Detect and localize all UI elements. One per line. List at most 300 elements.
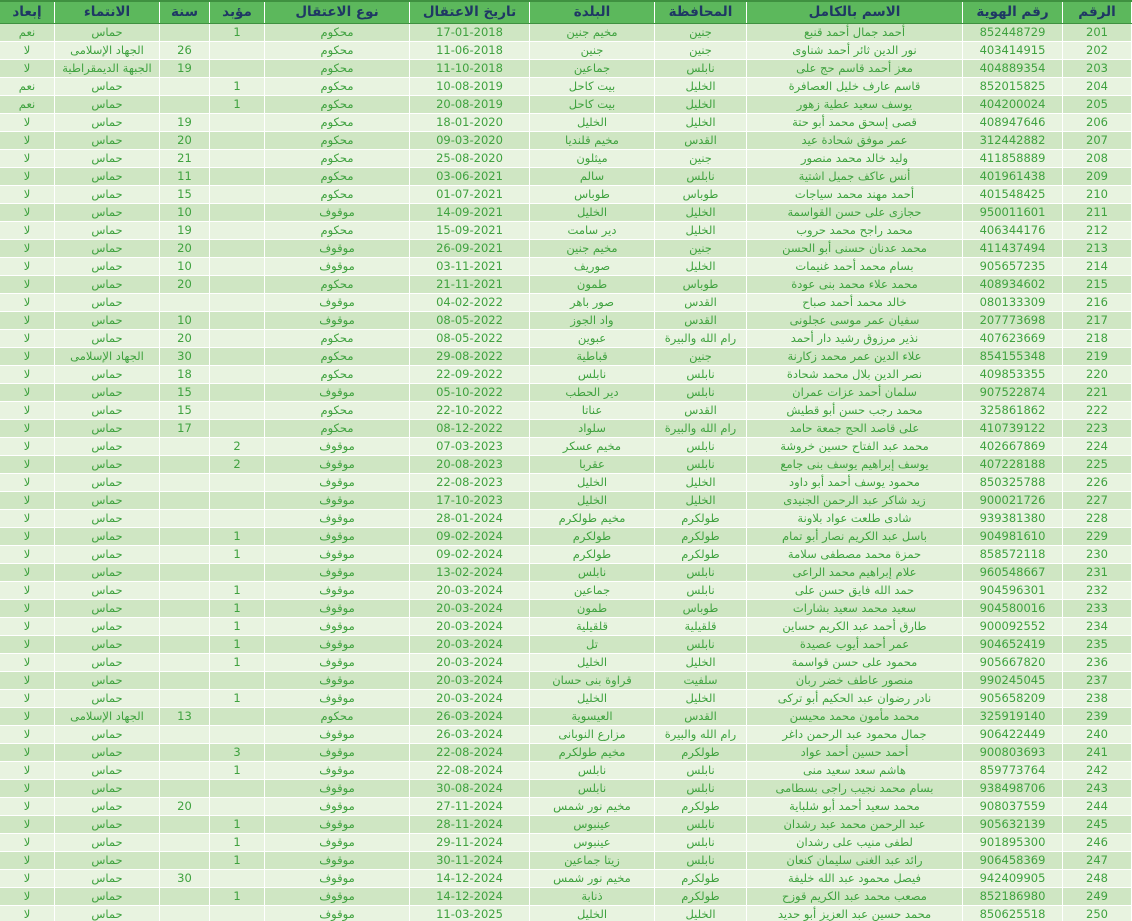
cell-full_name[interactable]: نادر رضوان عبد الحكيم أبو تركى — [747, 689, 963, 707]
cell-years[interactable] — [160, 599, 210, 617]
cell-serial[interactable]: 246 — [1063, 833, 1132, 851]
cell-deportation[interactable]: لا — [0, 293, 55, 311]
cell-serial[interactable]: 206 — [1063, 113, 1132, 131]
cell-affiliation[interactable]: حماس — [55, 77, 160, 95]
cell-full_name[interactable]: رائد عبد الغنى سليمان كنعان — [747, 851, 963, 869]
cell-arrest_type[interactable]: محكوم — [265, 131, 410, 149]
cell-affiliation[interactable]: حماس — [55, 635, 160, 653]
cell-arrest_date[interactable]: 29-11-2024 — [410, 833, 530, 851]
cell-arrest_type[interactable]: محكوم — [265, 707, 410, 725]
cell-life_sentences[interactable] — [210, 149, 265, 167]
cell-arrest_type[interactable]: موقوف — [265, 545, 410, 563]
cell-town[interactable]: سلواد — [530, 419, 655, 437]
cell-life_sentences[interactable] — [210, 257, 265, 275]
cell-deportation[interactable]: لا — [0, 401, 55, 419]
cell-id_number[interactable]: 859773764 — [963, 761, 1063, 779]
cell-life_sentences[interactable]: 2 — [210, 437, 265, 455]
cell-town[interactable]: قباطية — [530, 347, 655, 365]
cell-governorate[interactable]: الخليل — [655, 257, 747, 275]
cell-life_sentences[interactable]: 1 — [210, 545, 265, 563]
cell-arrest_type[interactable]: محكوم — [265, 113, 410, 131]
cell-affiliation[interactable]: الجهاد الإسلامى — [55, 707, 160, 725]
cell-arrest_type[interactable]: موقوف — [265, 653, 410, 671]
column-header-id_number[interactable]: رقم الهوية — [963, 1, 1063, 23]
cell-life_sentences[interactable] — [210, 725, 265, 743]
cell-governorate[interactable]: نابلس — [655, 761, 747, 779]
cell-governorate[interactable]: الخليل — [655, 473, 747, 491]
cell-life_sentences[interactable] — [210, 185, 265, 203]
cell-life_sentences[interactable]: 1 — [210, 77, 265, 95]
cell-serial[interactable]: 240 — [1063, 725, 1132, 743]
cell-town[interactable]: ذنابة — [530, 887, 655, 905]
cell-arrest_date[interactable]: 14-12-2024 — [410, 887, 530, 905]
column-header-governorate[interactable]: المحافظة — [655, 1, 747, 23]
cell-arrest_date[interactable]: 04-02-2022 — [410, 293, 530, 311]
cell-life_sentences[interactable]: 3 — [210, 743, 265, 761]
cell-town[interactable]: جنين — [530, 41, 655, 59]
cell-governorate[interactable]: الخليل — [655, 491, 747, 509]
cell-governorate[interactable]: نابلس — [655, 815, 747, 833]
cell-id_number[interactable]: 907522874 — [963, 383, 1063, 401]
cell-years[interactable] — [160, 905, 210, 921]
cell-years[interactable]: 20 — [160, 797, 210, 815]
cell-governorate[interactable]: القدس — [655, 131, 747, 149]
cell-affiliation[interactable]: الجهاد الإسلامى — [55, 347, 160, 365]
cell-id_number[interactable]: 938498706 — [963, 779, 1063, 797]
cell-id_number[interactable]: 904652419 — [963, 635, 1063, 653]
cell-life_sentences[interactable]: 1 — [210, 689, 265, 707]
cell-arrest_type[interactable]: موقوف — [265, 815, 410, 833]
cell-arrest_date[interactable]: 17-10-2023 — [410, 491, 530, 509]
cell-life_sentences[interactable]: 1 — [210, 23, 265, 41]
cell-deportation[interactable]: نعم — [0, 77, 55, 95]
cell-governorate[interactable]: الخليل — [655, 905, 747, 921]
cell-arrest_type[interactable]: موقوف — [265, 689, 410, 707]
cell-arrest_type[interactable]: موقوف — [265, 293, 410, 311]
cell-town[interactable]: الخليل — [530, 653, 655, 671]
cell-years[interactable]: 18 — [160, 365, 210, 383]
cell-serial[interactable]: 201 — [1063, 23, 1132, 41]
cell-deportation[interactable]: لا — [0, 527, 55, 545]
cell-id_number[interactable]: 325861862 — [963, 401, 1063, 419]
cell-arrest_date[interactable]: 03-11-2021 — [410, 257, 530, 275]
cell-years[interactable] — [160, 887, 210, 905]
cell-affiliation[interactable]: حماس — [55, 167, 160, 185]
cell-full_name[interactable]: محمود يوسف أحمد أبو داود — [747, 473, 963, 491]
cell-governorate[interactable]: الخليل — [655, 653, 747, 671]
cell-affiliation[interactable]: حماس — [55, 563, 160, 581]
cell-life_sentences[interactable] — [210, 221, 265, 239]
column-header-arrest_date[interactable]: تاريخ الاعتقال — [410, 1, 530, 23]
cell-deportation[interactable]: لا — [0, 617, 55, 635]
cell-life_sentences[interactable]: 1 — [210, 761, 265, 779]
cell-town[interactable]: ميثلون — [530, 149, 655, 167]
cell-deportation[interactable]: لا — [0, 761, 55, 779]
cell-life_sentences[interactable] — [210, 293, 265, 311]
cell-arrest_type[interactable]: موقوف — [265, 833, 410, 851]
cell-arrest_type[interactable]: موقوف — [265, 563, 410, 581]
cell-full_name[interactable]: طارق أحمد عبد الكريم حساين — [747, 617, 963, 635]
cell-deportation[interactable]: لا — [0, 383, 55, 401]
cell-arrest_date[interactable]: 07-03-2023 — [410, 437, 530, 455]
cell-governorate[interactable]: قلقيلية — [655, 617, 747, 635]
cell-id_number[interactable]: 312442882 — [963, 131, 1063, 149]
column-header-deportation[interactable]: إبعاد — [0, 1, 55, 23]
cell-governorate[interactable]: القدس — [655, 401, 747, 419]
cell-deportation[interactable]: لا — [0, 905, 55, 921]
cell-arrest_date[interactable]: 09-02-2024 — [410, 545, 530, 563]
cell-governorate[interactable]: نابلس — [655, 59, 747, 77]
cell-full_name[interactable]: أحمد مهند محمد سياجات — [747, 185, 963, 203]
cell-serial[interactable]: 234 — [1063, 617, 1132, 635]
cell-years[interactable] — [160, 77, 210, 95]
cell-deportation[interactable]: لا — [0, 437, 55, 455]
cell-arrest_type[interactable]: محكوم — [265, 149, 410, 167]
cell-id_number[interactable]: 950011601 — [963, 203, 1063, 221]
cell-serial[interactable]: 218 — [1063, 329, 1132, 347]
cell-id_number[interactable]: 852186980 — [963, 887, 1063, 905]
cell-arrest_date[interactable]: 22-08-2024 — [410, 761, 530, 779]
cell-full_name[interactable]: شادى طلعت عواد بلاونة — [747, 509, 963, 527]
cell-affiliation[interactable]: حماس — [55, 797, 160, 815]
cell-arrest_type[interactable]: محكوم — [265, 419, 410, 437]
cell-affiliation[interactable]: حماس — [55, 203, 160, 221]
cell-life_sentences[interactable] — [210, 563, 265, 581]
cell-governorate[interactable]: طوباس — [655, 185, 747, 203]
cell-deportation[interactable]: لا — [0, 365, 55, 383]
cell-full_name[interactable]: على قاصد الحج جمعة حامد — [747, 419, 963, 437]
cell-arrest_date[interactable]: 22-08-2024 — [410, 743, 530, 761]
cell-full_name[interactable]: عبد الرحمن محمد عبد رشدان — [747, 815, 963, 833]
cell-arrest_type[interactable]: محكوم — [265, 41, 410, 59]
cell-life_sentences[interactable] — [210, 365, 265, 383]
cell-deportation[interactable]: لا — [0, 311, 55, 329]
cell-life_sentences[interactable]: 1 — [210, 617, 265, 635]
cell-deportation[interactable]: لا — [0, 257, 55, 275]
cell-id_number[interactable]: 905658209 — [963, 689, 1063, 707]
cell-full_name[interactable]: لطفى منيب على رشدان — [747, 833, 963, 851]
cell-full_name[interactable]: محمد علاء محمد بنى عودة — [747, 275, 963, 293]
cell-governorate[interactable]: طولكرم — [655, 527, 747, 545]
cell-deportation[interactable]: لا — [0, 887, 55, 905]
column-header-life_sentences[interactable]: مؤبد — [210, 1, 265, 23]
cell-serial[interactable]: 248 — [1063, 869, 1132, 887]
cell-arrest_type[interactable]: محكوم — [265, 329, 410, 347]
cell-affiliation[interactable]: حماس — [55, 509, 160, 527]
cell-full_name[interactable]: زيد شاكر عبد الرحمن الجنيدى — [747, 491, 963, 509]
cell-id_number[interactable]: 080133309 — [963, 293, 1063, 311]
cell-serial[interactable]: 244 — [1063, 797, 1132, 815]
cell-life_sentences[interactable]: 1 — [210, 527, 265, 545]
cell-governorate[interactable]: رام الله والبيرة — [655, 329, 747, 347]
cell-life_sentences[interactable] — [210, 671, 265, 689]
cell-id_number[interactable]: 207773698 — [963, 311, 1063, 329]
cell-deportation[interactable]: نعم — [0, 95, 55, 113]
cell-years[interactable] — [160, 689, 210, 707]
cell-serial[interactable]: 213 — [1063, 239, 1132, 257]
cell-deportation[interactable]: لا — [0, 689, 55, 707]
cell-years[interactable]: 19 — [160, 221, 210, 239]
cell-years[interactable]: 15 — [160, 401, 210, 419]
cell-life_sentences[interactable] — [210, 167, 265, 185]
cell-life_sentences[interactable] — [210, 113, 265, 131]
cell-full_name[interactable]: يوسف إبراهيم يوسف بنى جامع — [747, 455, 963, 473]
cell-full_name[interactable]: عمر أحمد أيوب عصيدة — [747, 635, 963, 653]
cell-affiliation[interactable]: حماس — [55, 221, 160, 239]
cell-id_number[interactable]: 402667869 — [963, 437, 1063, 455]
cell-years[interactable] — [160, 851, 210, 869]
cell-life_sentences[interactable] — [210, 311, 265, 329]
cell-deportation[interactable]: لا — [0, 491, 55, 509]
cell-town[interactable]: الخليل — [530, 689, 655, 707]
cell-years[interactable] — [160, 725, 210, 743]
cell-life_sentences[interactable]: 1 — [210, 95, 265, 113]
cell-arrest_date[interactable]: 26-03-2024 — [410, 725, 530, 743]
cell-governorate[interactable]: نابلس — [655, 383, 747, 401]
cell-arrest_date[interactable]: 18-01-2020 — [410, 113, 530, 131]
cell-arrest_date[interactable]: 21-11-2021 — [410, 275, 530, 293]
cell-id_number[interactable]: 408934602 — [963, 275, 1063, 293]
cell-town[interactable]: نابلس — [530, 365, 655, 383]
cell-arrest_date[interactable]: 20-03-2024 — [410, 653, 530, 671]
cell-deportation[interactable]: لا — [0, 239, 55, 257]
cell-years[interactable]: 10 — [160, 311, 210, 329]
cell-affiliation[interactable]: حماس — [55, 437, 160, 455]
cell-arrest_type[interactable]: موقوف — [265, 905, 410, 921]
cell-governorate[interactable]: رام الله والبيرة — [655, 725, 747, 743]
cell-affiliation[interactable]: حماس — [55, 833, 160, 851]
cell-years[interactable] — [160, 527, 210, 545]
cell-arrest_date[interactable]: 20-03-2024 — [410, 635, 530, 653]
cell-life_sentences[interactable] — [210, 779, 265, 797]
cell-life_sentences[interactable]: 2 — [210, 455, 265, 473]
cell-governorate[interactable]: طولكرم — [655, 509, 747, 527]
cell-life_sentences[interactable]: 1 — [210, 851, 265, 869]
cell-deportation[interactable]: لا — [0, 203, 55, 221]
cell-serial[interactable]: 224 — [1063, 437, 1132, 455]
cell-full_name[interactable]: باسل عبد الكريم نصار أبو تمام — [747, 527, 963, 545]
cell-arrest_type[interactable]: موقوف — [265, 239, 410, 257]
cell-id_number[interactable]: 908037559 — [963, 797, 1063, 815]
cell-serial[interactable]: 231 — [1063, 563, 1132, 581]
cell-serial[interactable]: 211 — [1063, 203, 1132, 221]
cell-arrest_date[interactable]: 29-08-2022 — [410, 347, 530, 365]
cell-deportation[interactable]: لا — [0, 41, 55, 59]
cell-years[interactable] — [160, 23, 210, 41]
cell-arrest_type[interactable]: موقوف — [265, 851, 410, 869]
cell-serial[interactable]: 232 — [1063, 581, 1132, 599]
cell-serial[interactable]: 220 — [1063, 365, 1132, 383]
cell-deportation[interactable]: لا — [0, 779, 55, 797]
cell-town[interactable]: عينبوس — [530, 833, 655, 851]
cell-deportation[interactable]: لا — [0, 473, 55, 491]
cell-arrest_date[interactable]: 10-08-2019 — [410, 77, 530, 95]
cell-arrest_date[interactable]: 14-09-2021 — [410, 203, 530, 221]
cell-town[interactable]: الخليل — [530, 113, 655, 131]
cell-governorate[interactable]: نابلس — [655, 581, 747, 599]
cell-years[interactable] — [160, 815, 210, 833]
cell-arrest_date[interactable]: 20-03-2024 — [410, 599, 530, 617]
cell-affiliation[interactable]: حماس — [55, 671, 160, 689]
cell-full_name[interactable]: جمال محمود عبد الرحمن داغر — [747, 725, 963, 743]
cell-affiliation[interactable]: حماس — [55, 23, 160, 41]
cell-years[interactable]: 20 — [160, 131, 210, 149]
cell-town[interactable]: الخليل — [530, 491, 655, 509]
cell-serial[interactable]: 208 — [1063, 149, 1132, 167]
cell-arrest_type[interactable]: موقوف — [265, 383, 410, 401]
cell-serial[interactable]: 236 — [1063, 653, 1132, 671]
cell-full_name[interactable]: حمد الله فايق حسن على — [747, 581, 963, 599]
cell-arrest_date[interactable]: 09-02-2024 — [410, 527, 530, 545]
cell-id_number[interactable]: 404889354 — [963, 59, 1063, 77]
cell-governorate[interactable]: جنين — [655, 149, 747, 167]
cell-town[interactable]: عينبوس — [530, 815, 655, 833]
cell-serial[interactable]: 241 — [1063, 743, 1132, 761]
cell-town[interactable]: الخليل — [530, 203, 655, 221]
cell-town[interactable]: طمون — [530, 599, 655, 617]
cell-full_name[interactable]: معز أحمد قاسم حج على — [747, 59, 963, 77]
cell-id_number[interactable]: 852015825 — [963, 77, 1063, 95]
cell-governorate[interactable]: طولكرم — [655, 869, 747, 887]
cell-years[interactable] — [160, 833, 210, 851]
cell-life_sentences[interactable] — [210, 275, 265, 293]
cell-life_sentences[interactable]: 1 — [210, 599, 265, 617]
cell-arrest_type[interactable]: محكوم — [265, 185, 410, 203]
cell-governorate[interactable]: القدس — [655, 293, 747, 311]
cell-affiliation[interactable]: حماس — [55, 275, 160, 293]
cell-id_number[interactable]: 852448729 — [963, 23, 1063, 41]
cell-town[interactable]: عقربا — [530, 455, 655, 473]
cell-serial[interactable]: 233 — [1063, 599, 1132, 617]
cell-id_number[interactable]: 850325788 — [963, 473, 1063, 491]
cell-years[interactable] — [160, 509, 210, 527]
cell-deportation[interactable]: لا — [0, 113, 55, 131]
cell-arrest_date[interactable]: 26-09-2021 — [410, 239, 530, 257]
cell-life_sentences[interactable] — [210, 509, 265, 527]
cell-town[interactable]: الخليل — [530, 905, 655, 921]
cell-serial[interactable]: 243 — [1063, 779, 1132, 797]
cell-town[interactable]: جماعين — [530, 581, 655, 599]
cell-arrest_type[interactable]: موقوف — [265, 203, 410, 221]
cell-governorate[interactable]: طولكرم — [655, 797, 747, 815]
cell-id_number[interactable]: 960548667 — [963, 563, 1063, 581]
cell-life_sentences[interactable]: 1 — [210, 581, 265, 599]
cell-id_number[interactable]: 905632139 — [963, 815, 1063, 833]
cell-arrest_type[interactable]: موقوف — [265, 869, 410, 887]
cell-affiliation[interactable]: حماس — [55, 401, 160, 419]
cell-town[interactable]: بيت كاحل — [530, 95, 655, 113]
cell-deportation[interactable]: لا — [0, 581, 55, 599]
cell-serial[interactable]: 204 — [1063, 77, 1132, 95]
cell-governorate[interactable]: سلفيت — [655, 671, 747, 689]
cell-serial[interactable]: 225 — [1063, 455, 1132, 473]
cell-deportation[interactable]: لا — [0, 545, 55, 563]
cell-full_name[interactable]: نصر الدين بلال محمد شحادة — [747, 365, 963, 383]
cell-deportation[interactable]: لا — [0, 419, 55, 437]
cell-years[interactable]: 20 — [160, 329, 210, 347]
cell-affiliation[interactable]: حماس — [55, 851, 160, 869]
cell-affiliation[interactable]: حماس — [55, 95, 160, 113]
cell-deportation[interactable]: لا — [0, 833, 55, 851]
cell-years[interactable]: 11 — [160, 167, 210, 185]
cell-serial[interactable]: 250 — [1063, 905, 1132, 921]
cell-deportation[interactable]: لا — [0, 815, 55, 833]
cell-deportation[interactable]: لا — [0, 131, 55, 149]
cell-full_name[interactable]: أحمد حسين أحمد عواد — [747, 743, 963, 761]
cell-governorate[interactable]: نابلس — [655, 779, 747, 797]
cell-years[interactable]: 21 — [160, 149, 210, 167]
cell-full_name[interactable]: سعيد محمد سعيد بشارات — [747, 599, 963, 617]
cell-arrest_date[interactable]: 30-08-2024 — [410, 779, 530, 797]
cell-arrest_date[interactable]: 22-10-2022 — [410, 401, 530, 419]
cell-id_number[interactable]: 942409905 — [963, 869, 1063, 887]
cell-town[interactable]: عبوين — [530, 329, 655, 347]
cell-arrest_type[interactable]: محكوم — [265, 77, 410, 95]
cell-governorate[interactable]: القدس — [655, 311, 747, 329]
cell-id_number[interactable]: 411437494 — [963, 239, 1063, 257]
cell-affiliation[interactable]: حماس — [55, 293, 160, 311]
cell-serial[interactable]: 209 — [1063, 167, 1132, 185]
cell-arrest_type[interactable]: موقوف — [265, 437, 410, 455]
cell-arrest_type[interactable]: موقوف — [265, 779, 410, 797]
cell-life_sentences[interactable] — [210, 239, 265, 257]
cell-governorate[interactable]: الخليل — [655, 221, 747, 239]
cell-governorate[interactable]: رام الله والبيرة — [655, 419, 747, 437]
cell-life_sentences[interactable] — [210, 797, 265, 815]
cell-affiliation[interactable]: حماس — [55, 617, 160, 635]
cell-arrest_date[interactable]: 22-08-2023 — [410, 473, 530, 491]
cell-affiliation[interactable]: حماس — [55, 311, 160, 329]
cell-full_name[interactable]: هاشم سعد سعيد منى — [747, 761, 963, 779]
cell-deportation[interactable]: لا — [0, 635, 55, 653]
cell-full_name[interactable]: محمد رجب حسن أبو قطيش — [747, 401, 963, 419]
cell-arrest_type[interactable]: محكوم — [265, 23, 410, 41]
cell-governorate[interactable]: نابلس — [655, 851, 747, 869]
cell-arrest_date[interactable]: 14-12-2024 — [410, 869, 530, 887]
cell-town[interactable]: دير الحطب — [530, 383, 655, 401]
cell-arrest_date[interactable]: 01-07-2021 — [410, 185, 530, 203]
cell-full_name[interactable]: عمر موفق شحادة عيد — [747, 131, 963, 149]
cell-years[interactable] — [160, 473, 210, 491]
cell-full_name[interactable]: بسام محمد نجيب راجى بسطامى — [747, 779, 963, 797]
cell-years[interactable]: 19 — [160, 59, 210, 77]
cell-deportation[interactable]: لا — [0, 707, 55, 725]
cell-affiliation[interactable]: حماس — [55, 131, 160, 149]
cell-serial[interactable]: 228 — [1063, 509, 1132, 527]
cell-full_name[interactable]: نذير مرزوق رشيد دار أحمد — [747, 329, 963, 347]
cell-serial[interactable]: 235 — [1063, 635, 1132, 653]
cell-governorate[interactable]: الخليل — [655, 689, 747, 707]
cell-years[interactable] — [160, 545, 210, 563]
cell-affiliation[interactable]: حماس — [55, 473, 160, 491]
cell-town[interactable]: صوريف — [530, 257, 655, 275]
cell-town[interactable]: زيتا جماعين — [530, 851, 655, 869]
cell-serial[interactable]: 210 — [1063, 185, 1132, 203]
cell-life_sentences[interactable] — [210, 419, 265, 437]
cell-id_number[interactable]: 850625518 — [963, 905, 1063, 921]
cell-years[interactable] — [160, 743, 210, 761]
cell-full_name[interactable]: حجازى على حسن القواسمة — [747, 203, 963, 221]
cell-years[interactable] — [160, 455, 210, 473]
cell-id_number[interactable]: 407623669 — [963, 329, 1063, 347]
cell-full_name[interactable]: خالد محمد أحمد صباح — [747, 293, 963, 311]
cell-life_sentences[interactable] — [210, 59, 265, 77]
cell-deportation[interactable]: لا — [0, 221, 55, 239]
cell-affiliation[interactable]: حماس — [55, 599, 160, 617]
cell-arrest_type[interactable]: موقوف — [265, 743, 410, 761]
cell-serial[interactable]: 229 — [1063, 527, 1132, 545]
cell-arrest_type[interactable]: موقوف — [265, 473, 410, 491]
